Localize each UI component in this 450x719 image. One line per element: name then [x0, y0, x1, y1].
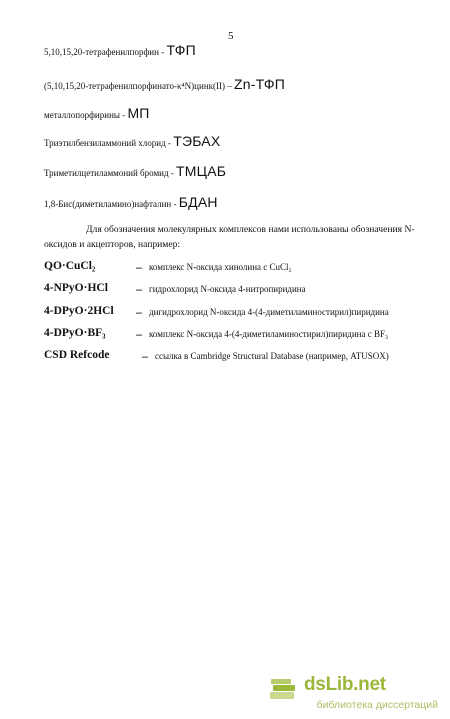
abbreviation-line: [44, 76, 285, 92]
abbreviation-line: [44, 105, 150, 121]
watermark[interactable]: [268, 674, 438, 711]
abbreviation-line: [44, 42, 196, 58]
abbreviation-code: Zn-ТФП: [234, 76, 285, 92]
abbreviation-line: [44, 133, 220, 149]
complex-formula: CSD Refcode: [44, 349, 110, 361]
abbreviation-line: [44, 194, 218, 210]
abbreviation-code: ТЭБАХ: [173, 133, 221, 149]
dash: –: [136, 282, 142, 296]
page-number: 5: [228, 30, 234, 42]
abbreviation-term: 5,10,15,20-тетрафенилпорфин -: [44, 47, 165, 57]
abbreviation-term: Триметилцетиламмоний бромид -: [44, 168, 174, 178]
dash: –: [136, 260, 142, 274]
abbreviation-term: металлопорфирины -: [44, 110, 126, 120]
dash: –: [136, 305, 142, 319]
abbreviation-term: 1,8-Бис(диметиламино)нафталин -: [44, 199, 177, 209]
complex-description: комплекс N-оксида 4-(4-диметиламиностирил)пиридина с BF₃: [149, 329, 389, 339]
watermark-brand: dsLib.net: [304, 674, 386, 695]
complex-description: дигидрохлорид N-оксида 4-(4-диметиламиностирил)пиридина: [149, 307, 389, 317]
dash: –: [136, 327, 142, 341]
abbreviation-code: ТМЦАБ: [176, 163, 227, 179]
abbreviation-code: МП: [127, 105, 150, 121]
complex-formula: 4-DPyO·2HCl: [44, 305, 114, 317]
abbreviation-line: [44, 163, 226, 179]
complex-description: ссылка в Cambridge Structural Database (например, ATUSOX): [155, 351, 389, 361]
complex-formula: QO·CuCl₂: [44, 260, 96, 272]
abbreviation-code: БДАН: [178, 194, 218, 210]
complex-formula: 4-NPyO·HCl: [44, 282, 108, 294]
complex-description: комплекс N-оксида хинолина с CuCl₂: [149, 262, 292, 272]
complex-description: гидрохлорид N-оксида 4-нитропиридина: [149, 284, 306, 294]
complex-formula: 4-DPyO·BF₃: [44, 327, 106, 339]
intro-paragraph: Для обозначения молекулярных комплексов нами использованы обозначения N-оксидов и акцепторов, например:: [44, 224, 415, 250]
abbreviation-term: Триэтилбензиламмоний хлорид -: [44, 138, 171, 148]
dash: –: [142, 349, 148, 363]
abbreviation-code: ТФП: [166, 42, 196, 58]
watermark-subtitle: библиотека диссертаций: [316, 699, 438, 711]
abbreviation-term: (5,10,15,20-тетрафенилпорфинато-κ⁴N)цинк(II) –: [44, 81, 232, 91]
